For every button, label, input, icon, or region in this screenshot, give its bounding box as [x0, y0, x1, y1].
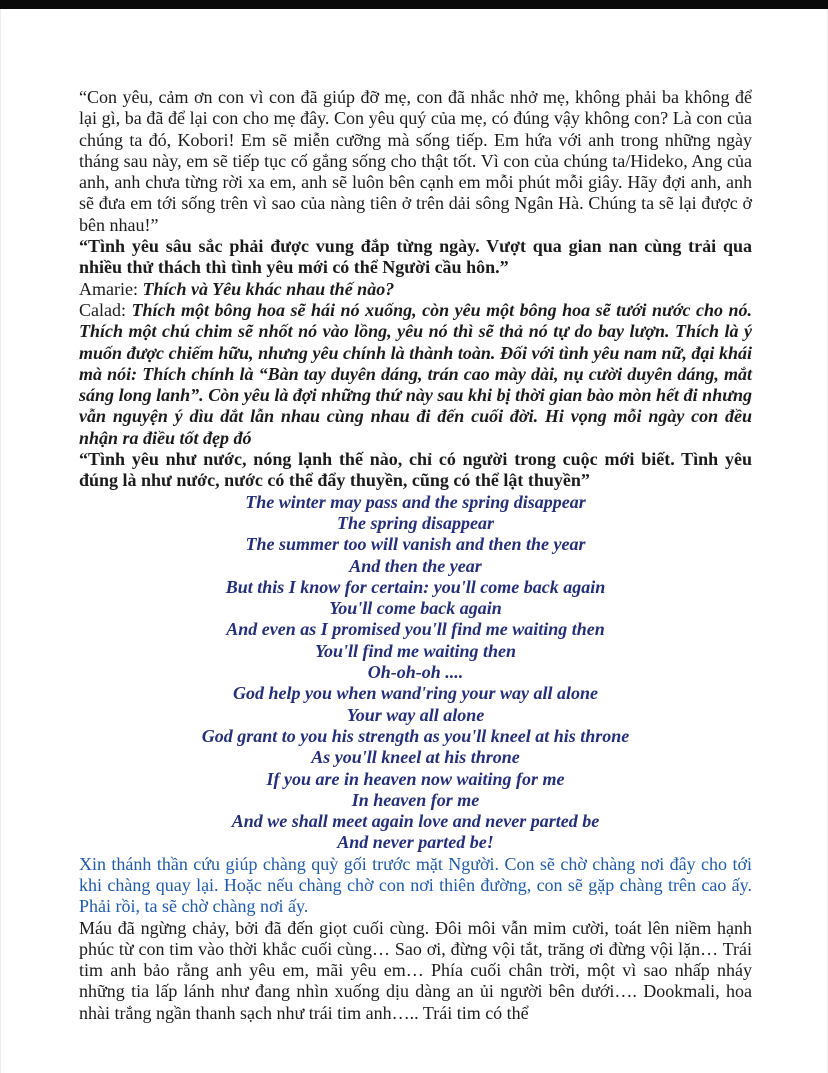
- poem-line: As you'll kneel at his throne: [311, 747, 520, 768]
- calad-speaker-label: Calad:: [79, 299, 126, 320]
- blue-prayer-paragraph: Xin thánh thần cứu giúp chàng quỳ gối trước mặt Người. Con sẽ chờ chàng nơi đây cho tới khi chàng quay lại. Hoặc nếu chàng chờ con nơi thiên đường, con sẽ gặp chàng trên cao ấy. Phải rồi, ta sẽ chờ chàng nơi ấy.: [79, 853, 752, 917]
- poem-line: God help you when wand'ring your way all alone: [232, 683, 599, 704]
- poem-block: [79, 492, 752, 854]
- bold-quote-paragraph: “Tình yêu sâu sắc phải được vung đắp từng ngày. Vượt qua gian nan cùng trải qua nhiều thử thách thì tình yêu mới có thể Người cầu hôn.”: [79, 236, 752, 278]
- poem-line: And we shall meet again love and never parted be: [231, 811, 600, 832]
- closing-paragraph: Máu đã ngừng chảy, bởi đã đến giọt cuối cùng. Đôi môi vẫn mỉm cười, toát lên niềm hạnh phúc từ con tim vào thời khắc cuối cùng… Sao ơi, đừng vội tắt, trăng ơi đừng vội lặn… Trái tim anh bảo rằng anh yêu em, mãi yêu em… Phía cuối chân trời, một vì sao nhấp nháy những tia lấp lánh như đang nhìn xuống dịu dàng an ủi người bên dưới…. Dookmali, hoa nhài trắng ngần thanh sạch như trái tim anh….. Trái tim có thể: [79, 917, 752, 1023]
- document-page: [0, 9, 828, 1073]
- poem-line: The winter may pass and the spring disappear: [245, 491, 586, 512]
- poem-line: Oh-oh-oh ....: [367, 662, 464, 683]
- top-border-bar: [0, 0, 828, 9]
- poem-line: You'll come back again: [329, 598, 502, 619]
- poem-line: But this I know for certain: you'll come back again: [225, 576, 606, 597]
- poem-line: In heaven for me: [351, 789, 480, 810]
- poem-line: The summer too will vanish and then the year: [245, 534, 586, 555]
- amarie-question-text: Thích và Yêu khác nhau thế nào?: [142, 278, 395, 299]
- amarie-speaker-label: Amarie:: [79, 278, 138, 299]
- amarie-line: [79, 279, 752, 300]
- poem-line: Your way all alone: [346, 704, 485, 725]
- poem-line: God grant to you his strength as you'll kneel at his throne: [201, 725, 630, 746]
- poem-line: You'll find me waiting then: [314, 640, 517, 661]
- water-quote-paragraph: “Tình yêu như nước, nóng lạnh thế nào, chỉ có người trong cuộc mới biết. Tình yêu đúng là như nước, nước có thể đẩy thuyền, cũng có thể lật thuyền”: [79, 449, 752, 491]
- poem-line: And even as I promised you'll find me waiting then: [226, 619, 605, 640]
- calad-paragraph: [79, 300, 752, 449]
- poem-line: And then the year: [349, 555, 482, 576]
- poem-line: And never parted be!: [337, 832, 494, 853]
- text-block: [79, 87, 752, 1024]
- poem-line: If you are in heaven now waiting for me: [266, 768, 565, 789]
- calad-answer-text: Thích một bông hoa sẽ hái nó xuống, còn yêu một bông hoa sẽ tưới nước cho nó. Thích một chú chim sẽ nhốt nó vào lồng, yêu nó thì sẽ thả nó tự do bay lượn. Thích là ý muốn được chiếm hữu, nhưng yêu chính là thành toàn. Đối với tình yêu nam nữ, đại khái mà nói: Thích chính là “Bàn tay duyên dáng, trán cao mày dài, nụ cười duyên dáng, mắt sáng long lanh”. Còn yêu là đợi những thứ này sau khi bị thời gian bào mòn hết đi nhưng vẫn nguyện ý dìu dắt lẫn nhau cùng nhau đi đến cuối đời. Hi vọng mỗi ngày con đều nhận ra điều tốt đẹp đó: [79, 299, 753, 448]
- poem-line: The spring disappear: [336, 512, 495, 533]
- opening-quote-paragraph: “Con yêu, cảm ơn con vì con đã giúp đỡ mẹ, con đã nhắc nhở mẹ, không phải ba không để lại gì, ba đã để lại con cho mẹ đây. Con yêu quý của mẹ, có đúng vậy không con? Là con của chúng ta đó, Kobori! Em sẽ miễn cưỡng mà sống tiếp. Em hứa với anh trong những ngày tháng sau này, em sẽ tiếp tục cố gắng sống cho thật tốt. Vì con của chúng ta/Hideko, Ang của anh, anh chưa từng rời xa em, anh sẽ luôn bên cạnh em mỗi phút mỗi giây. Hãy đợi anh, anh sẽ đưa em tới sống trên vì sao của nàng tiên ở trên dải sông Ngân Hà. Chúng ta sẽ lại được ở bên nhau!”: [79, 87, 752, 235]
